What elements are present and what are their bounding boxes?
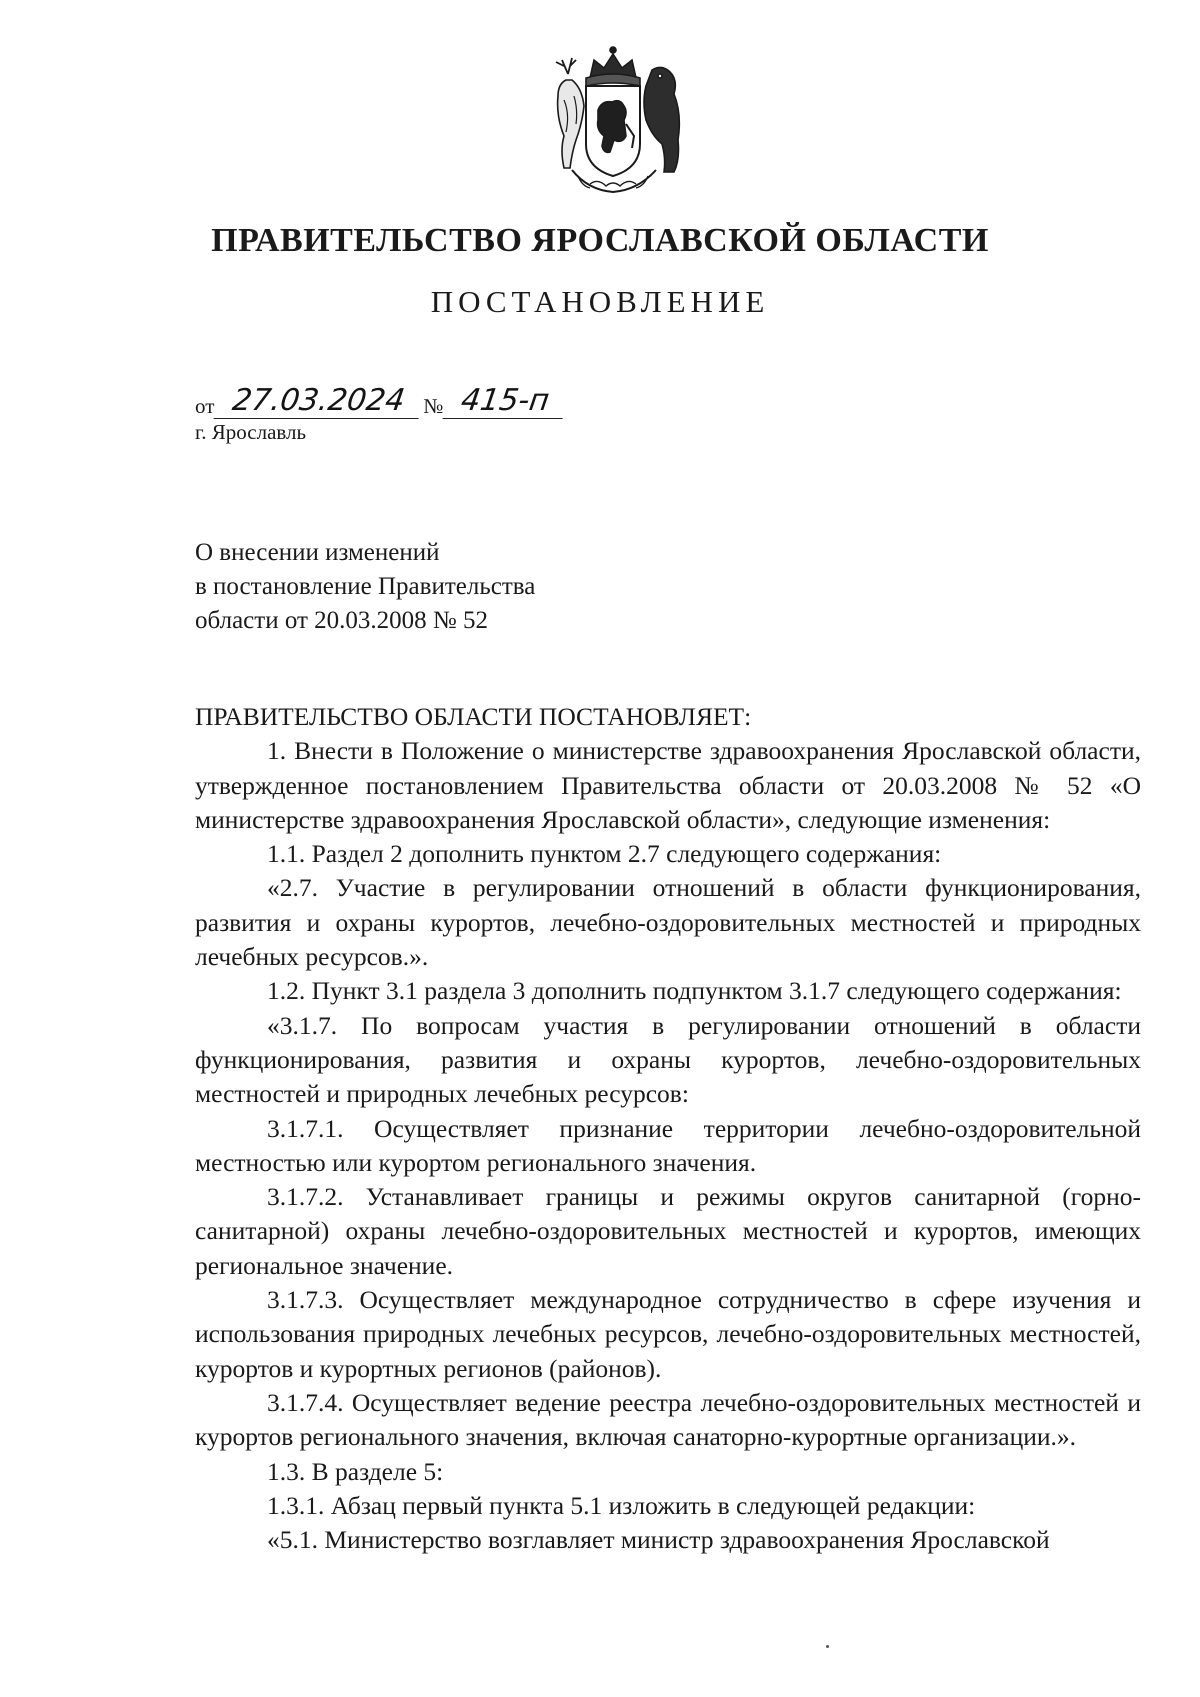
document-type: ПОСТАНОВЛЕНИЕ	[430, 284, 770, 319]
body-paragraph: 1.3. В разделе 5:	[267, 1456, 444, 1486]
document-body	[195, 700, 1141, 1557]
organization-title: ПРАВИТЕЛЬСТВО ЯРОСЛАВСКОЙ ОБЛАСТИ	[211, 222, 989, 259]
subject-line: в постановление Правительства	[195, 573, 536, 600]
date-number-line	[195, 384, 565, 419]
body-paragraph: 3.1.7.3. Осуществляет международное сотрудничество в сфере изучения и использования природных лечебных ресурсов, лечебно-оздоровительных местностей, курортов и курортных регионов (районов).	[195, 1285, 1141, 1383]
body-paragraph: 1.2. Пункт 3.1 раздела 3 дополнить подпунктом 3.1.7 следующего содержания:	[267, 976, 1122, 1006]
body-paragraph: «2.7. Участие в регулировании отношений в области функционирования, развития и охраны курортов, лечебно-оздоровительных местностей и природных лечебных ресурсов.».	[195, 873, 1141, 972]
body-paragraph: «5.1. Министерство возглавляет министр здравоохранения Ярославской	[267, 1525, 1050, 1555]
body-paragraph: 1. Внести в Положение о министерстве здравоохранения Ярославской области, утвержденное постановлением Правительства области от 20.03.2008 № 52 «О министерстве здравоохранения Ярославской области», следующие изменения:	[195, 736, 1141, 834]
body-paragraph: 3.1.7.2. Устанавливает границы и режимы округов санитарной (горно-санитарной) охраны лечебно-оздоровительных местностей и курортов, имеющих региональное значение.	[195, 1182, 1141, 1280]
number-prefix: №	[423, 394, 444, 418]
handwritten-number: 415-п	[443, 384, 568, 419]
decree-heading: ПРАВИТЕЛЬСТВО ОБЛАСТИ ПОСТАНОВЛЯЕТ:	[195, 702, 752, 731]
handwritten-date: 27.03.2024	[214, 384, 424, 419]
body-paragraph: 1.1. Раздел 2 дополнить пунктом 2.7 следующего содержания:	[267, 839, 942, 869]
body-paragraph: «3.1.7. По вопросам участия в регулировании отношений в области функционирования, развития и охраны курортов, лечебно-оздоровительных местностей и природных лечебных ресурсов:	[195, 1010, 1141, 1109]
body-paragraph: 1.3.1. Абзац первый пункта 5.1 изложить в следующей редакции:	[267, 1490, 976, 1520]
body-paragraph: 3.1.7.1. Осуществляет признание территории лечебно-оздоровительной местностью или курортом регионального значения.	[195, 1113, 1141, 1177]
body-paragraph: 3.1.7.4. Осуществляет ведение реестра лечебно-оздоровительных местностей и курортов регионального значения, включая санаторно-курортные организации.».	[195, 1387, 1141, 1452]
subject-line: области от 20.03.2008 № 52	[195, 607, 489, 634]
subject-line: О внесении изменений	[195, 539, 440, 566]
scan-speck	[826, 1645, 829, 1648]
city-label: г. Ярославль	[195, 420, 307, 444]
subject-block	[195, 536, 535, 638]
date-prefix: от	[195, 394, 215, 418]
coat-of-arms-icon	[528, 40, 698, 200]
